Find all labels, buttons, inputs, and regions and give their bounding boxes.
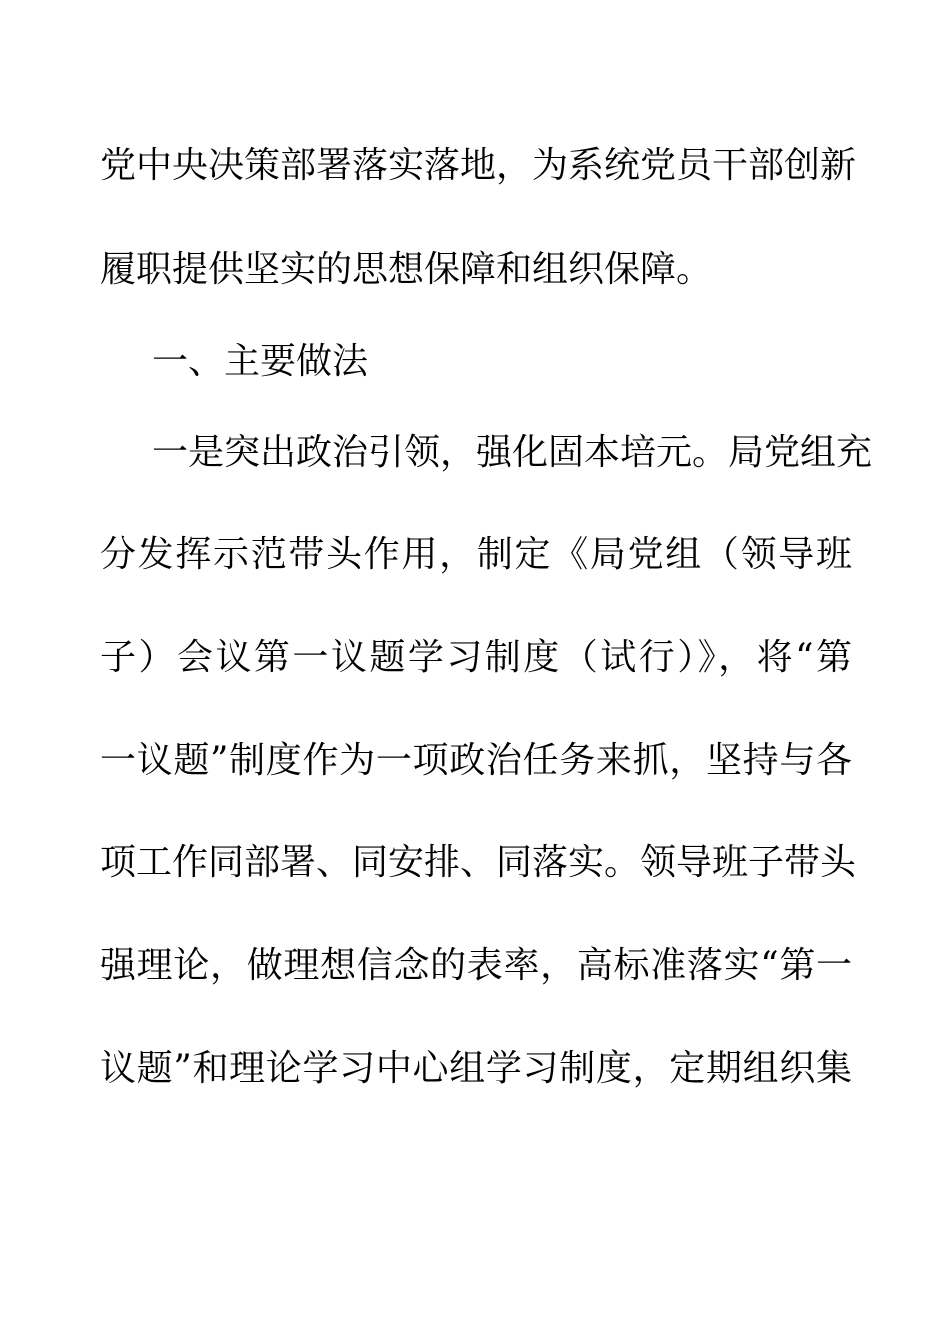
paragraph-line-3: 一是突出政治引领，强化固本培元。局党组充 [152, 432, 873, 473]
paragraph-line-5: 子）会议第一议题学习制度（试行）》，将“第 [100, 637, 852, 678]
paragraph-line-9: 议题”和理论学习中心组学习制度，定期组织集 [100, 1048, 852, 1089]
paragraph-line-8: 强理论，做理想信念的表率，高标准落实“第一 [100, 945, 852, 986]
paragraph-line-7: 项工作同部署、同安排、同落实。领导班子带头 [100, 842, 857, 883]
paragraph-line-1: 党中央决策部署落实落地，为系统党员干部创新 [100, 145, 857, 186]
paragraph-line-2: 履职提供坚实的思想保障和组织保障。 [100, 249, 713, 290]
section-heading: 一、主要做法 [152, 341, 369, 382]
paragraph-line-6: 一议题”制度作为一项政治任务来抓，坚持与各 [100, 740, 852, 781]
paragraph-line-4: 分发挥示范带头作用，制定《局党组（领导班 [100, 534, 852, 575]
